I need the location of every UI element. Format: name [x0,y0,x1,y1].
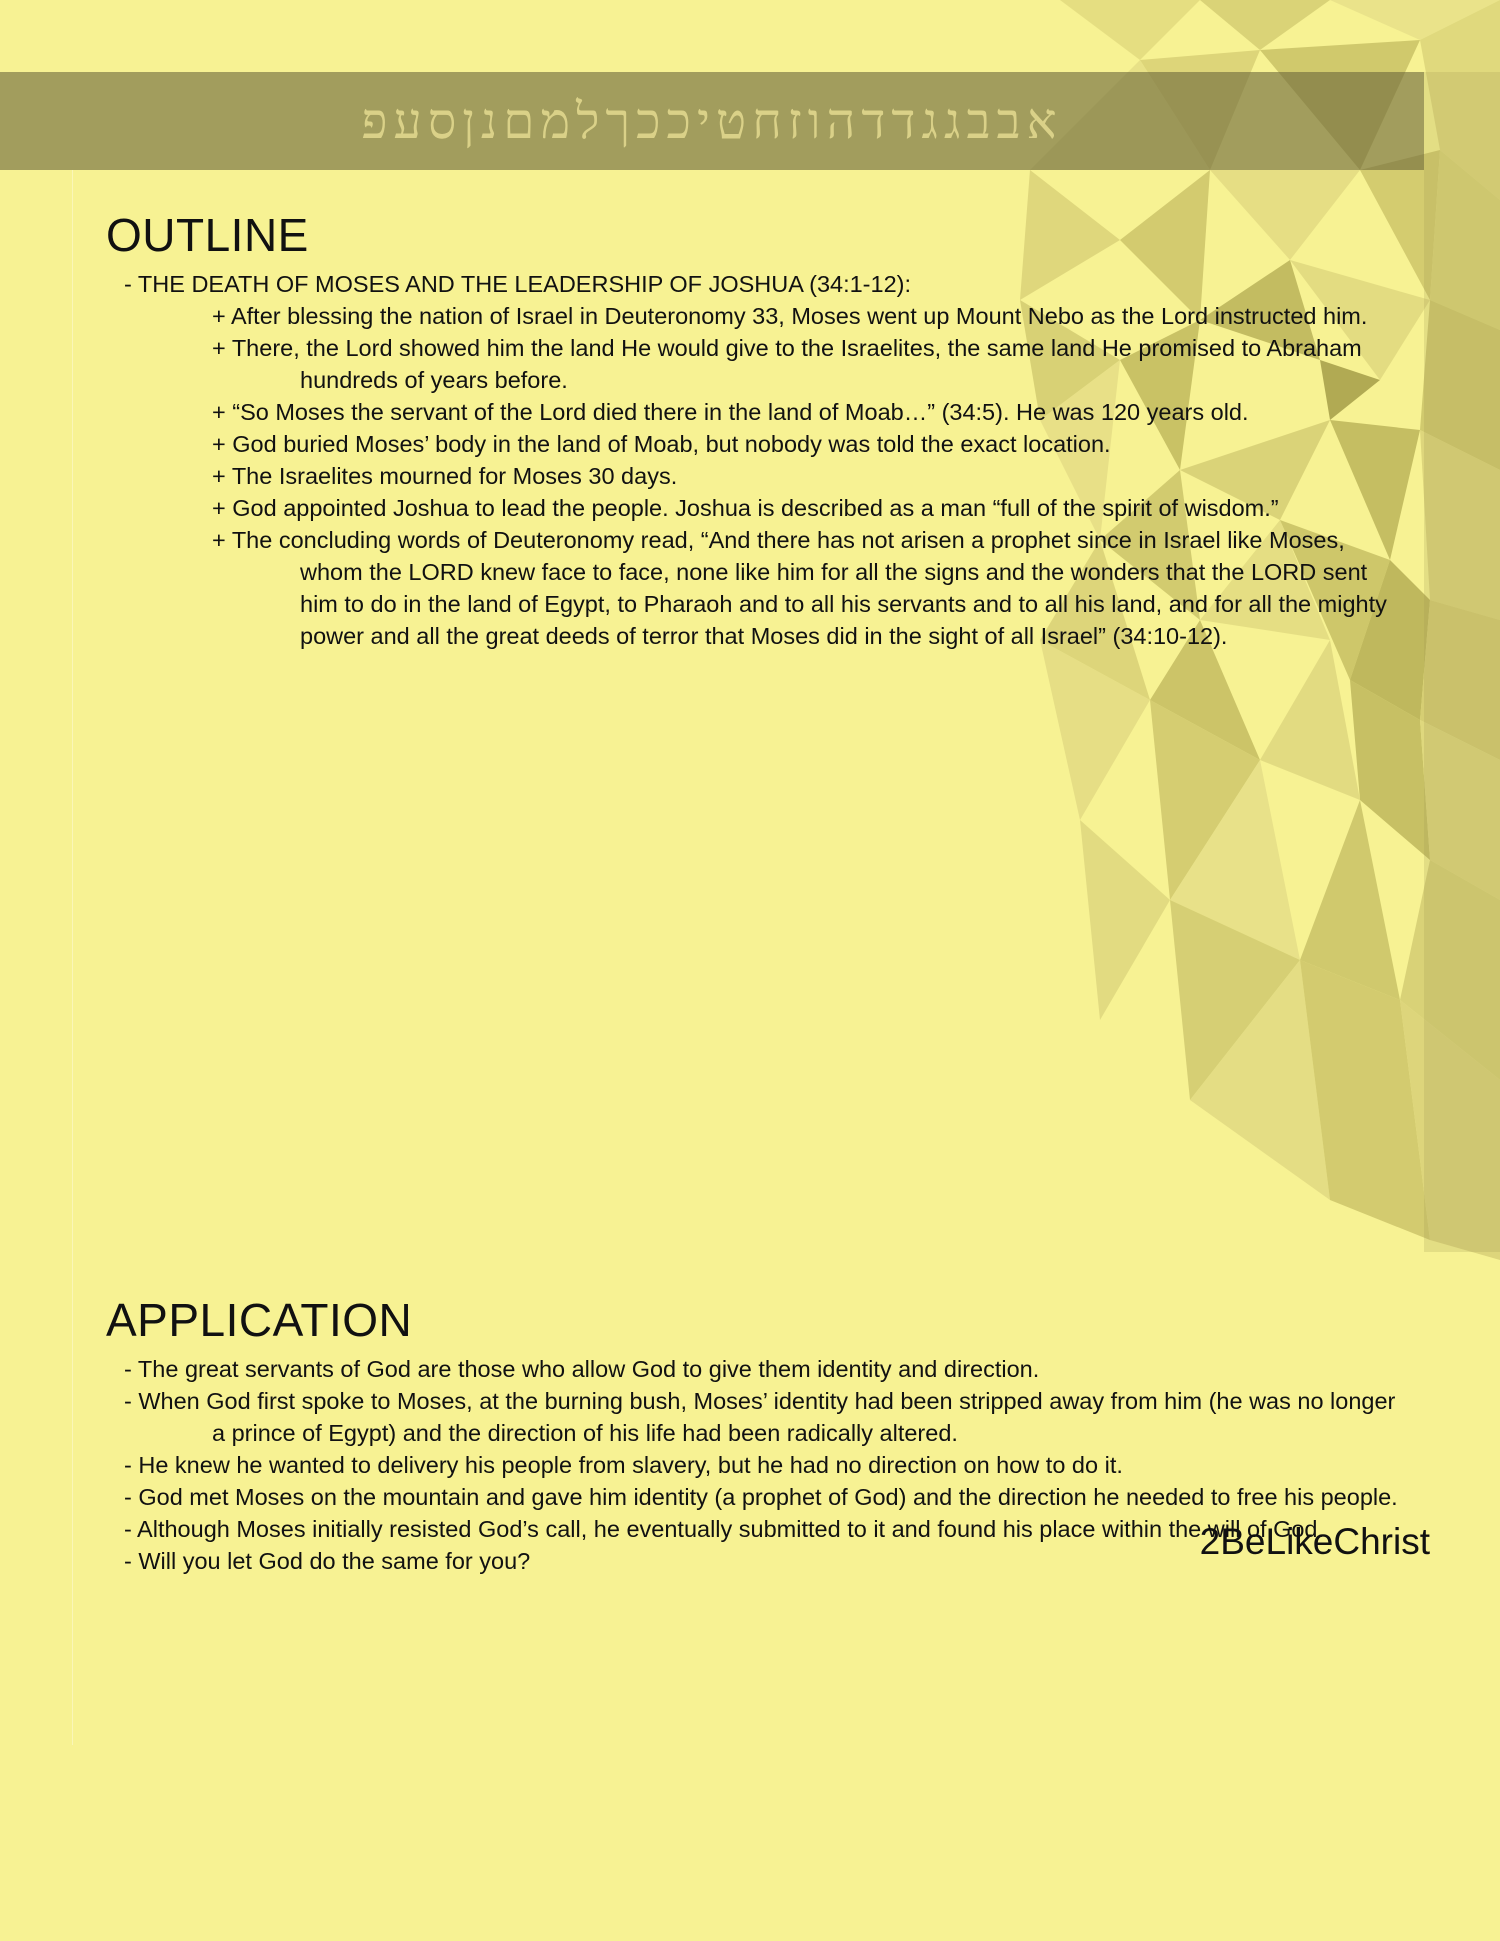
application-point: - The great servants of God are those who allow God to give them identity and direction. [124,1356,1040,1382]
outline-point: + The concluding words of Deuteronomy read, “And there has not arisen a prophet since in Israel like Moses, whom the LORD knew face to face, none like him for all the signs and the wonders that the LORD sent him to do in the land of Egypt, to Pharaoh and to all his servants and to all his land, and for all the mighty power and all the great deeds of terror that Moses did in the sight of all Israel” (34:10-12). [212,527,1387,649]
outline-point: + God appointed Joshua to lead the people. Joshua is described as a man “full of the spirit of wisdom.” [212,495,1279,521]
outline-heading-text: - THE DEATH OF MOSES AND THE LEADERSHIP OF JOSHUA (34:1-12): [124,271,911,297]
hebrew-alphabet-band [0,72,1424,170]
application-point: - God met Moses on the mountain and gave him identity (a prophet of God) and the direction he needed to free his people. [124,1484,1398,1510]
outline-heading-item [106,268,1406,652]
outline-points [124,300,1406,652]
application-point: - Although Moses initially resisted God’s call, he eventually submitted to it and found his place within the will of God. [124,1516,1325,1542]
outline-list [106,268,1406,652]
outline-point: + God buried Moses’ body in the land of Moab, but nobody was told the exact location. [212,431,1111,457]
brand-footer: 2BeLikeChrist [1199,1521,1430,1562]
application-point: - When God first spoke to Moses, at the burning bush, Moses’ identity had been stripped away from him (he was no longer a prince of Egypt) and the direction of his life had been radically altered. [124,1388,1396,1446]
outline-point: + There, the Lord showed him the land He would give to the Israelites, the same land He promised to Abraham hundreds of years before. [212,335,1362,393]
outline-point: + After blessing the nation of Israel in Deuteronomy 33, Moses went up Mount Nebo as the Lord instructed him. [212,303,1368,329]
outline-section [106,208,1406,652]
outline-point: + The Israelites mourned for Moses 30 days. [212,463,678,489]
band-edge-shade [1424,72,1500,1252]
application-point: - Will you let God do the same for you? [124,1548,531,1574]
outline-point: + “So Moses the servant of the Lord died there in the land of Moab…” (34:5). He was 120 years old. [212,399,1249,425]
hebrew-alphabet: אבבגגדדהוזחטיככךלמםנןסעפ [361,92,1063,150]
application-title: APPLICATION [106,1294,413,1346]
application-point: - He knew he wanted to delivery his people from slavery, but he had no direction on how to do it. [124,1452,1123,1478]
outline-title: OUTLINE [106,209,309,261]
